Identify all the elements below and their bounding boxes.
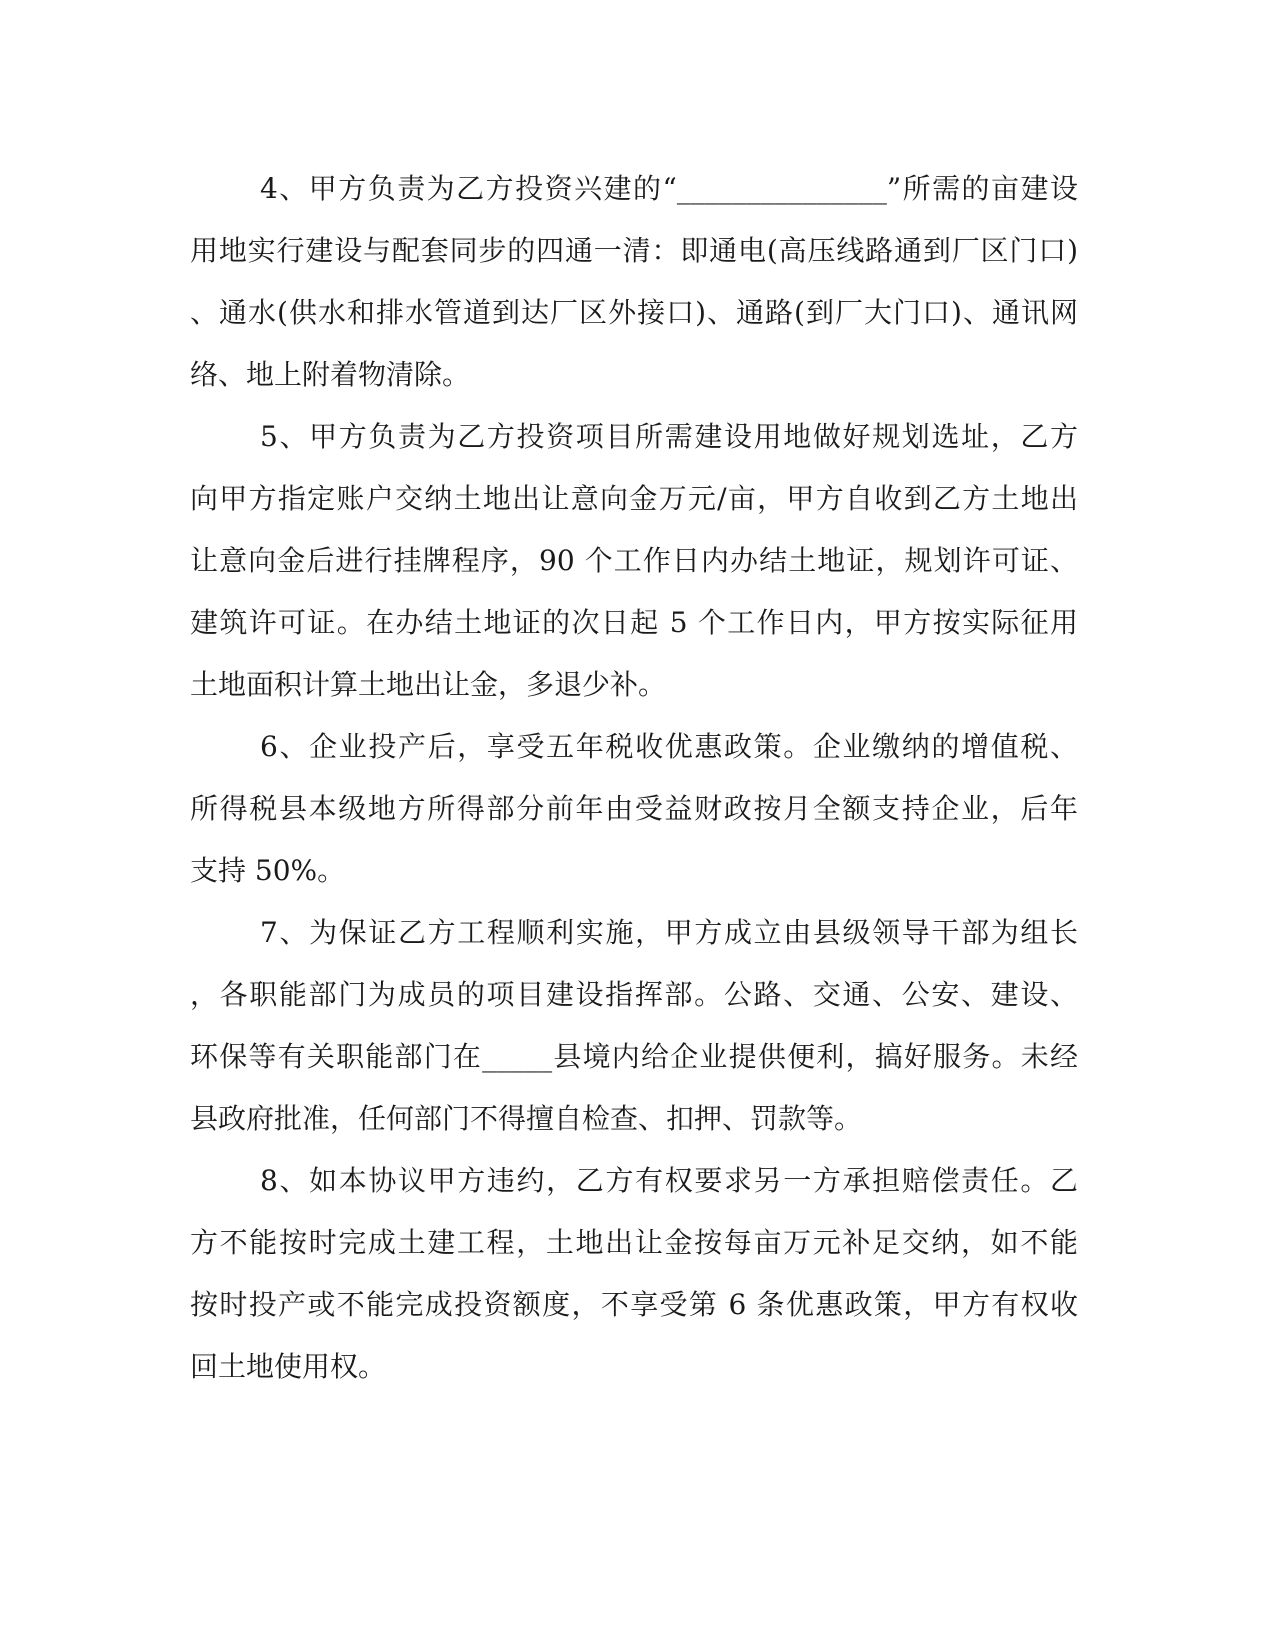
paragraph-line: 用地实行建设与配套同步的四通一清：即通电(高压线路通到厂区门口) xyxy=(190,234,1078,267)
paragraph-clause-7 xyxy=(190,902,1078,1150)
paragraph-line: 按时投产或不能完成投资额度，不享受第 6 条优惠政策，甲方有权收 xyxy=(190,1288,1078,1321)
paragraph-line: 让意向金后进行挂牌程序，90 个工作日内办结土地证，规划许可证、 xyxy=(190,544,1078,577)
paragraph-clause-5 xyxy=(190,406,1078,716)
paragraph-line: 县政府批准，任何部门不得擅自检查、扣押、罚款等。 xyxy=(190,1102,863,1135)
paragraph-line: 7、为保证乙方工程顺利实施，甲方成立由县级领导干部为组长 xyxy=(260,916,1078,949)
paragraph-line: 建筑许可证。在办结土地证的次日起 5 个工作日内，甲方按实际征用 xyxy=(190,606,1078,639)
paragraph-clause-4 xyxy=(190,158,1078,406)
paragraph-line: 6、企业投产后，享受五年税收优惠政策。企业缴纳的增值税、 xyxy=(260,730,1078,763)
paragraph-clause-8 xyxy=(190,1150,1078,1398)
paragraph-clause-6 xyxy=(190,716,1078,902)
paragraph-line: 所得税县本级地方所得部分前年由受益财政按月全额支持企业，后年 xyxy=(190,792,1078,825)
paragraph-line: 、通水(供水和排水管道到达厂区外接口)、通路(到厂大门口)、通讯网 xyxy=(190,296,1078,329)
paragraph-line: 4、甲方负责为乙方投资兴建的“_______________”所需的亩建设 xyxy=(260,172,1078,205)
paragraph-line: 5、甲方负责为乙方投资项目所需建设用地做好规划选址，乙方 xyxy=(260,420,1078,453)
paragraph-line: 8、如本协议甲方违约，乙方有权要求另一方承担赔偿责任。乙 xyxy=(260,1164,1078,1197)
paragraph-line: 回土地使用权。 xyxy=(190,1350,387,1383)
paragraph-line: 络、地上附着物清除。 xyxy=(190,358,471,391)
paragraph-line: 向甲方指定账户交纳土地出让意向金万元/亩，甲方自收到乙方土地出 xyxy=(190,482,1078,515)
paragraph-line: ，各职能部门为成员的项目建设指挥部。公路、交通、公安、建设、 xyxy=(190,978,1078,1011)
document-body xyxy=(190,158,1078,1398)
paragraph-line: 土地面积计算土地出让金，多退少补。 xyxy=(190,668,667,701)
paragraph-line: 支持 50%。 xyxy=(190,854,346,887)
paragraph-line: 环保等有关职能部门在_____县境内给企业提供便利，搞好服务。未经 xyxy=(190,1040,1078,1073)
paragraph-line: 方不能按时完成土建工程，土地出让金按每亩万元补足交纳，如不能 xyxy=(190,1226,1078,1259)
